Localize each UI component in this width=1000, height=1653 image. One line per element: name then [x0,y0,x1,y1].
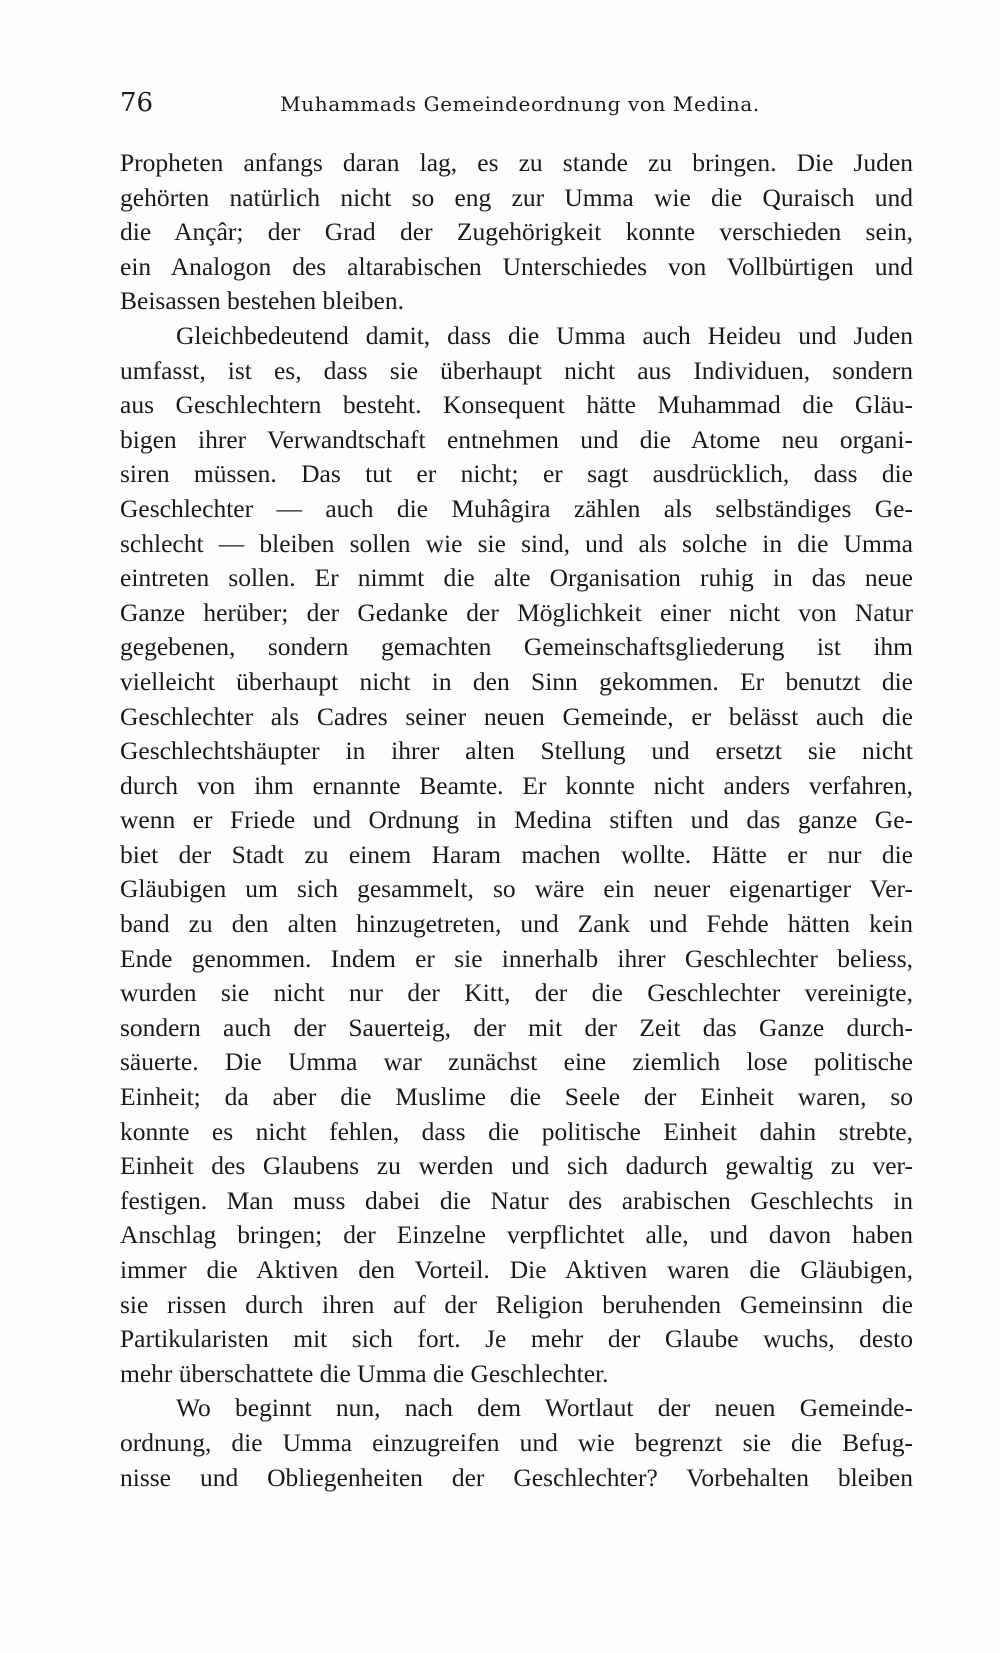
body-text [120,146,913,1495]
text-line: Beisassen bestehen bleiben. [120,286,404,316]
text-line: Einheit; da aber die Muslime die Seele der Einheit waren, so [120,1082,913,1112]
text-line: ein Analogon des altarabischen Unterschiedes von Vollbürtigen und [120,251,913,281]
text-line: band zu den alten hinzugetreten, und Zank und Fehde hätten kein [120,909,913,939]
text-line: Wo beginnt nun, nach dem Wortlaut der neuen Gemeinde- [176,1393,913,1423]
text-line: Geschlechtshäupter in ihrer alten Stellung und ersetzt sie nicht [120,736,913,766]
text-line: mehr überschattete die Umma die Geschlechter. [120,1358,609,1388]
text-line: wurden sie nicht nur der Kitt, der die Geschlechter vereinigte, [120,978,913,1008]
text-line: siren müssen. Das tut er nicht; er sagt ausdrücklich, dass die [120,459,913,489]
text-line: aus Geschlechtern besteht. Konsequent hätte Muhammad die Gläu- [120,390,913,420]
text-line: eintreten sollen. Er nimmt die alte Organisation ruhig in das neue [120,563,913,593]
text-line: gegebenen, sondern gemachten Gemeinschaftsgliederung ist ihm [120,632,913,662]
text-line: sie rissen durch ihren auf der Religion beruhenden Gemeinsinn die [120,1289,913,1319]
text-line: Einheit des Glaubens zu werden und sich dadurch gewaltig zu ver- [120,1151,913,1181]
text-line: schlecht — bleiben sollen wie sie sind, und als solche in die Umma [120,528,913,558]
text-line: Ende genommen. Indem er sie innerhalb ihrer Geschlechter beliess, [120,943,913,973]
text-line: wenn er Friede und Ordnung in Medina stiften und das ganze Ge- [120,805,913,835]
text-line: festigen. Man muss dabei die Natur des arabischen Geschlechts in [120,1185,913,1215]
text-line: durch von ihm ernannte Beamte. Er konnte nicht anders verfahren, [120,770,913,800]
text-line: Geschlechter als Cadres seiner neuen Gemeinde, er belässt auch die [120,701,913,731]
page-header [120,88,920,128]
text-line: bigen ihrer Verwandtschaft entnehmen und die Atome neu organi- [120,424,913,454]
running-title: Muhammads Gemeindeordnung von Medina. [280,92,760,116]
text-line: säuerte. Die Umma war zunächst eine ziemlich lose politische [120,1047,913,1077]
text-line: sondern auch der Sauerteig, der mit der Zeit das Ganze durch- [120,1012,913,1042]
text-line: Propheten anfangs daran lag, es zu stande zu bringen. Die Juden [120,148,913,177]
text-line: ordnung, die Umma einzugreifen und wie begrenzt sie die Befug- [120,1427,913,1457]
text-line: Anschlag bringen; der Einzelne verpflichtet alle, und davon haben [120,1220,913,1250]
text-line: gehörten natürlich nicht so eng zur Umma wie die Quraisch und [120,182,913,212]
text-line: Ganze herüber; der Gedanke der Möglichkeit einer nicht von Natur [120,597,913,627]
text-line: nisse und Obliegenheiten der Geschlechter? Vorbehalten bleiben [120,1462,913,1492]
text-line: Partikularisten mit sich fort. Je mehr der Glaube wuchs, desto [120,1324,913,1354]
text-line: biet der Stadt zu einem Haram machen wollte. Hätte er nur die [120,839,913,869]
text-line: Gleichbedeutend damit, dass die Umma auch Heideu und Juden [176,320,913,350]
text-line: vielleicht überhaupt nicht in den Sinn gekommen. Er benutzt die [120,666,913,696]
text-line: Geschlechter — auch die Muhâgira zählen als selbständiges Ge- [120,493,913,523]
text-line: umfasst, ist es, dass sie überhaupt nicht aus Individuen, sondern [120,355,913,385]
text-line: Gläubigen um sich gesammelt, so wäre ein neuer eigenartiger Ver- [120,874,913,904]
text-line: konnte es nicht fehlen, dass die politische Einheit dahin strebte, [120,1116,913,1146]
text-line: die Ançâr; der Grad der Zugehörigkeit konnte verschieden sein, [120,217,913,247]
text-line: immer die Aktiven den Vorteil. Die Aktiven waren die Gläubigen, [120,1255,913,1284]
page-number: 76 [120,88,154,118]
